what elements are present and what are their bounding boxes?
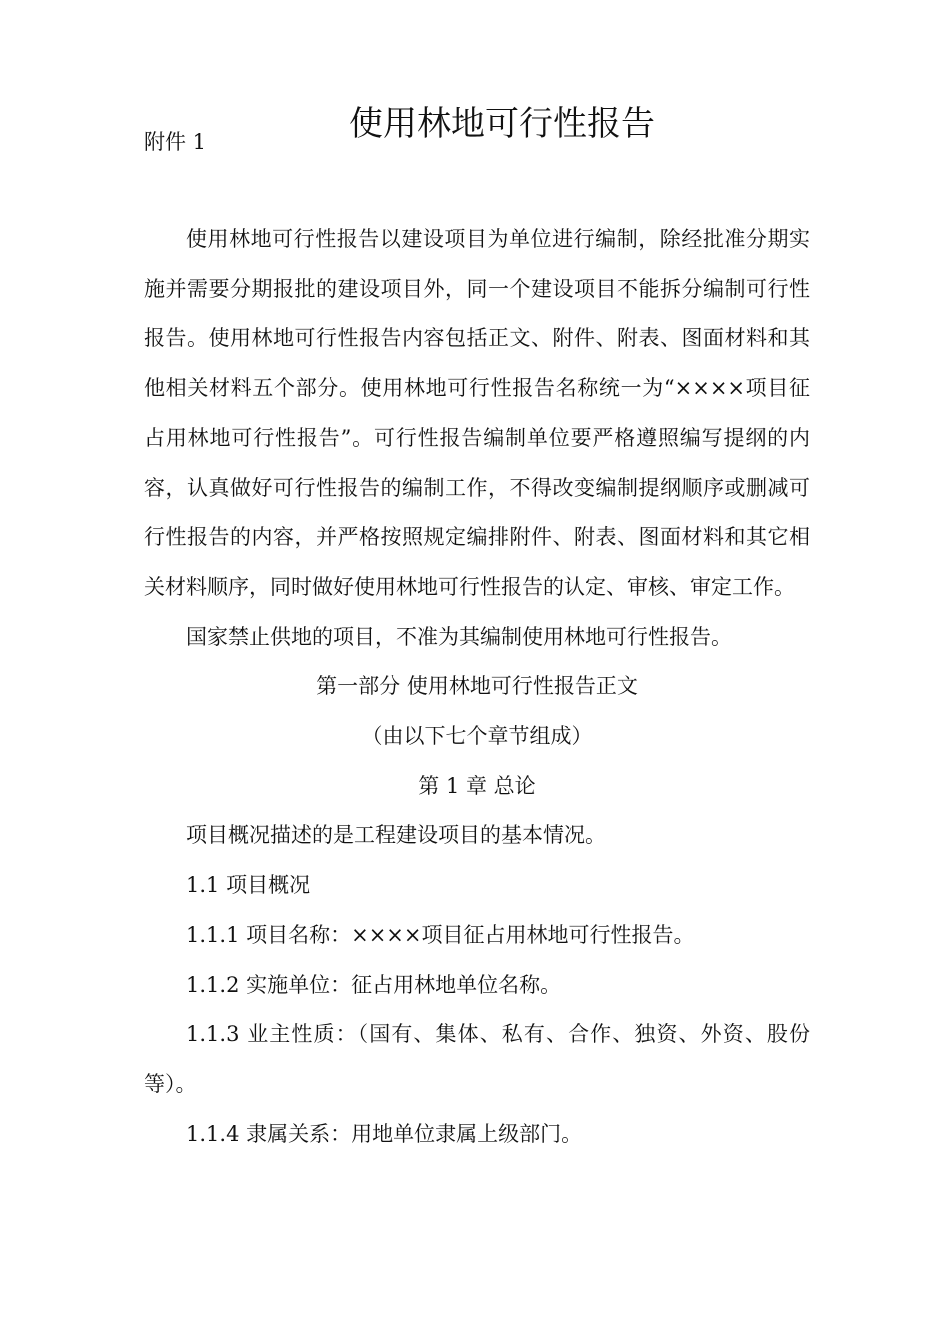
document-body (144, 215, 810, 1159)
intro-paragraph: 使用林地可行性报告以建设项目为单位进行编制，除经批准分期实施并需要分期报批的建设项目外，同一个建设项目不能拆分编制可行性报告。使用林地可行性报告内容包括正文、附件、附表、图面材料和其他相关材料五个部分。使用林地可行性报告名称统一为“××××项目征占用林地可行性报告”。可行性报告编制单位要严格遵照编写提纲的内容，认真做好可行性报告的编制工作，不得改变编制提纲顺序或删减可行性报告的内容，并严格按照规定编排附件、附表、图面材料和其它相关材料顺序，同时做好使用林地可行性报告的认定、审核、审定工作。 (144, 227, 810, 599)
item-implementing-unit: 1.1.2 实施单位：征占用林地单位名称。 (186, 972, 562, 997)
item-ownership-type: 1.1.3 业主性质：（国有、集体、私有、合作、独资、外资、股份等）。 (144, 1022, 810, 1096)
part-one-subheading: （由以下七个章节组成） (361, 724, 593, 749)
item-project-name: 1.1.1 项目名称：××××项目征占用林地可行性报告。 (186, 922, 695, 947)
part-one-heading: 第一部分 使用林地可行性报告正文 (316, 674, 638, 699)
attachment-label: 附件 1 (144, 130, 207, 154)
chapter-intro: 项目概况描述的是工程建设项目的基本情况。 (186, 823, 606, 848)
item-affiliation: 1.1.4 隶属关系：用地单位隶属上级部门。 (186, 1121, 583, 1146)
prohibition-paragraph: 国家禁止供地的项目，不准为其编制使用林地可行性报告。 (186, 624, 732, 649)
chapter-heading: 第 1 章 总论 (418, 773, 536, 798)
document-title: 使用林地可行性报告 (349, 104, 655, 144)
section-heading: 1.1 项目概况 (186, 873, 311, 898)
